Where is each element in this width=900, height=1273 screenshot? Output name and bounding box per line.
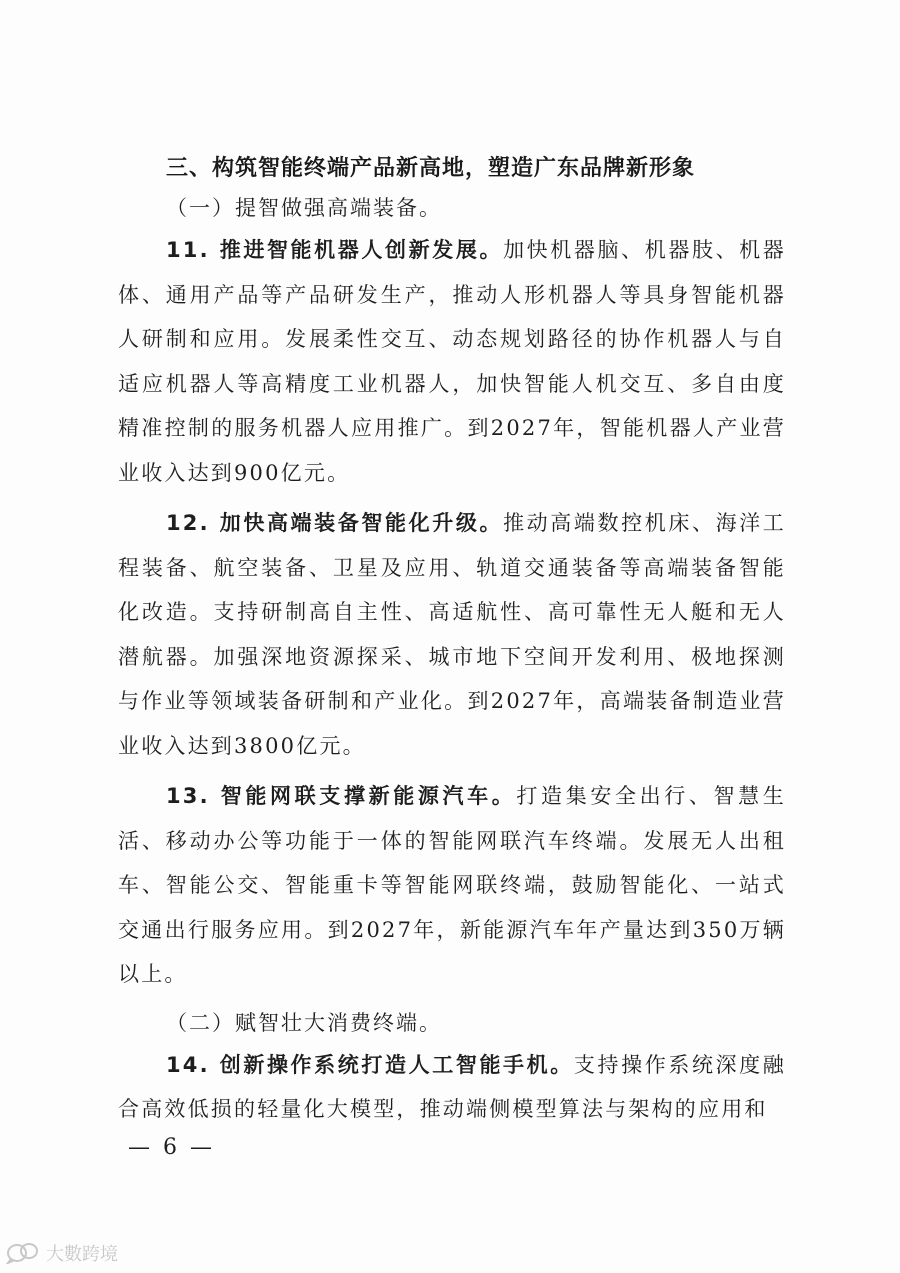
item-11-body: 加快机器脑、机器肢、机器体、通用产品等产品研发生产，推动人形机器人等具身智能机器人研制和应用。发展柔性交互、动态规划路径的协作机器人与自适应机器人等高精度工业机器人，加快智能人机交互、多自由度精准控制的服务机器人应用推广。到2027年，智能机器人产业营业收入达到900亿元。: [118, 238, 786, 485]
page-number: — 6 —: [128, 1135, 215, 1160]
subsection-heading-1: （一）提智做强高端装备。: [166, 196, 442, 220]
item-13-body: 打造集安全出行、智慧生活、移动办公等功能于一体的智能网联汽车终端。发展无人出租车、智能公交、智能重卡等智能网联终端，鼓励智能化、一站式交通出行服务应用。到2027年，新能源汽车年产量达到350万辆以上。: [118, 784, 787, 986]
paragraph-item-13: [118, 774, 786, 997]
speech-bubble-logo-icon: [6, 1242, 40, 1264]
document-body: [118, 150, 786, 1132]
item-12-body: 推动高端数控机床、海洋工程装备、航空装备、卫星及应用、轨道交通装备等高端装备智能化改造。支持研制高自主性、高适航性、高可靠性无人艇和无人潜航器。加强深地资源探采、城市地下空间开发利用、极地探测与作业等领域装备研制和产业化。到2027年，高端装备制造业营业收入达到3800亿元。: [118, 511, 786, 758]
item-12-lead: 12. 加快高端装备智能化升级。: [166, 511, 504, 535]
item-13-lead: 13. 智能网联支撑新能源汽车。: [166, 784, 517, 808]
watermark-text: 大數跨境: [46, 1244, 118, 1265]
item-14-lead: 14. 创新操作系统打造人工智能手机。: [166, 1052, 574, 1077]
section-heading: 三、构筑智能终端产品新高地，塑造广东品牌新形象: [166, 156, 696, 181]
item-14-body: 支持操作系统深度融合高效低损的轻量化大模型，推动端侧模型算法与架构的应用和: [118, 1052, 786, 1121]
paragraph-item-14: [118, 1043, 786, 1132]
paragraph-item-12: [118, 501, 786, 768]
watermark: [6, 1240, 118, 1266]
subsection-heading-2: （二）赋智壮大消费终端。: [166, 1010, 442, 1035]
paragraph-item-11: [118, 228, 786, 495]
item-11-lead: 11. 推进智能机器人创新发展。: [166, 238, 504, 262]
